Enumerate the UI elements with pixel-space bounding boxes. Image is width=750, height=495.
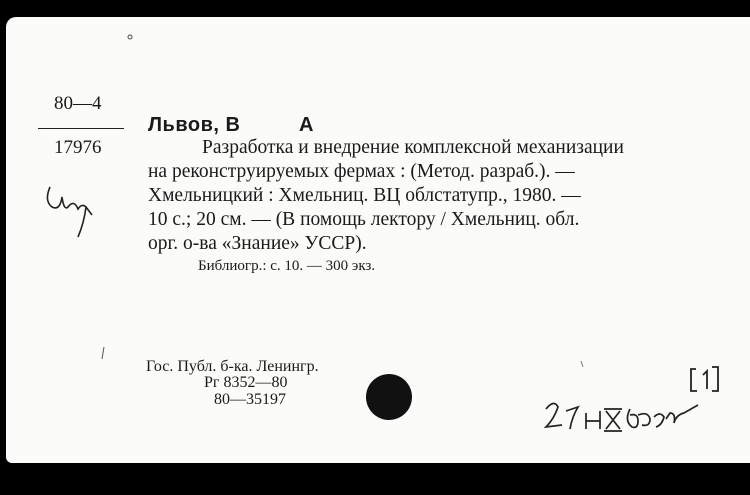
catalog-card [6, 17, 750, 463]
speck [581, 361, 583, 367]
bracket-mark [691, 367, 718, 391]
speck [128, 35, 132, 39]
description-line-3: Хмельницкий : Хмельниц. ВЦ облстатупр., 1980. — [148, 185, 581, 206]
library-stamp-line-2: Рг 8352—80 [204, 374, 288, 391]
date-signature [546, 403, 698, 431]
author-initial: А [299, 114, 314, 136]
call-number-top: 80—4 [54, 93, 102, 114]
author-name: Львов, В [148, 114, 241, 136]
library-stamp-line-3: 80—35197 [214, 391, 286, 408]
bibliography-note: Библиогр.: с. 10. — 300 экз. [198, 258, 376, 274]
description-line-4: 10 с.; 20 см. — (В помощь лектору / Хмельниц. обл. [148, 209, 580, 230]
margin-handwriting [47, 187, 92, 237]
speck [102, 347, 104, 359]
description-line-1: Разработка и внедрение комплексной механизации [202, 137, 624, 158]
description-line-5: орг. о-ва «Знание» УССР). [148, 233, 367, 254]
call-number-bottom: 17976 [54, 137, 102, 158]
description-line-2: на реконструируемых фермах : (Метод. разраб.). — [148, 161, 575, 182]
handwritten-marks [6, 17, 750, 463]
library-stamp-line-1: Гос. Публ. б-ка. Ленингр. [146, 358, 319, 375]
